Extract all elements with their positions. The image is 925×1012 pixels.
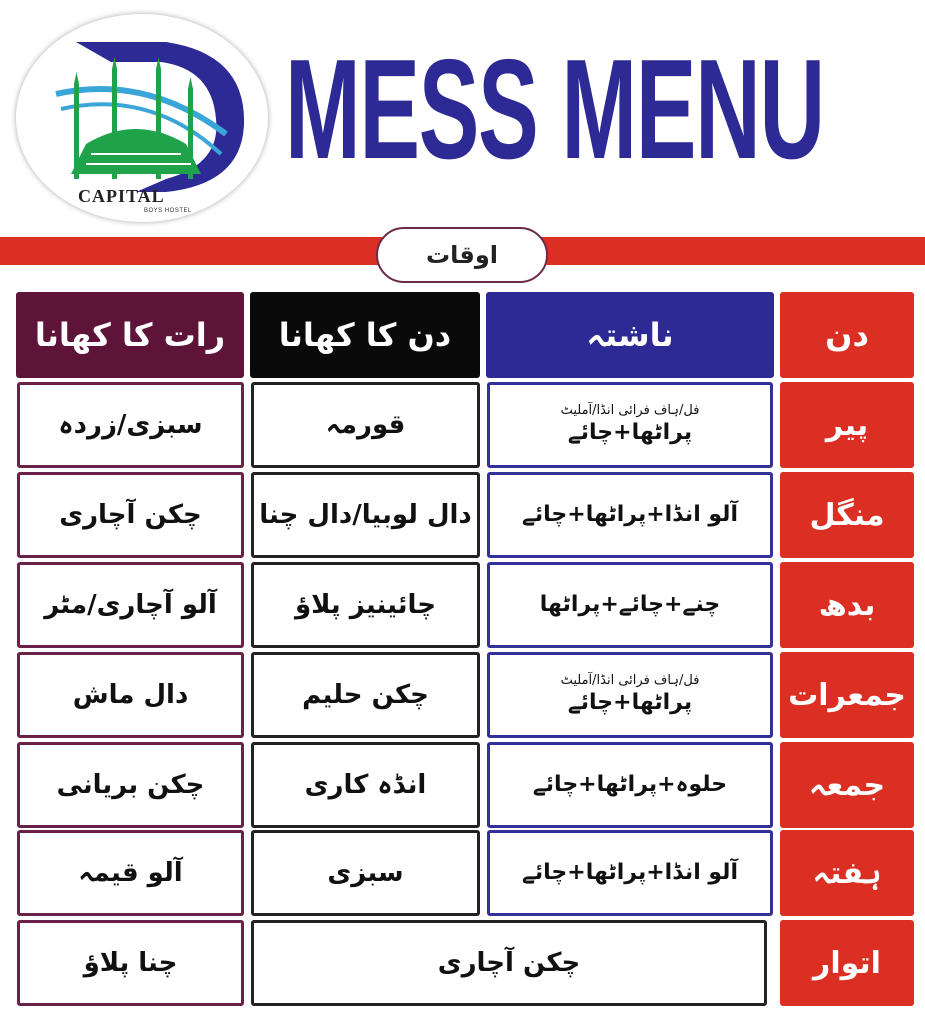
breakfast-item: حلوہ+پراٹھا+چائے <box>532 772 728 798</box>
day-cell: اتوار <box>780 920 914 1006</box>
day-cell: بدھ <box>780 562 914 648</box>
day-cell: منگل <box>780 472 914 558</box>
lunch-cell: چکن حلیم <box>251 652 480 738</box>
hostel-logo <box>16 14 268 222</box>
logo-subtitle: BOYS HOSTEL <box>144 208 192 214</box>
breakfast-cell <box>487 472 773 558</box>
breakfast-note: فل/ہاف فرائی انڈا/آملیٹ <box>560 403 700 419</box>
logo-name: CAPITAL <box>78 186 165 206</box>
page-title: MESS MENU <box>285 30 824 189</box>
timings-label: اوقات <box>376 227 548 283</box>
day-cell: جمعہ <box>780 742 914 828</box>
menu-row-sunday <box>0 920 925 1006</box>
breakfast-cell <box>487 830 773 916</box>
lunch-cell: قورمہ <box>251 382 480 468</box>
lunch-cell: چائینیز پلاؤ <box>251 562 480 648</box>
breakfast-cell <box>487 562 773 648</box>
lunch-cell: انڈہ کاری <box>251 742 480 828</box>
breakfast-item: آلو انڈا+پراٹھا+چائے <box>522 860 738 886</box>
menu-row-tuesday <box>0 472 925 558</box>
dinner-cell: چنا پلاؤ <box>17 920 244 1006</box>
dinner-cell: آلو قیمہ <box>17 830 244 916</box>
menu-row-thursday <box>0 652 925 738</box>
breakfast-cell <box>487 652 773 738</box>
column-header-lunch: دن کا کھانا <box>250 292 480 378</box>
dinner-cell: دال ماش <box>17 652 244 738</box>
menu-row-friday <box>0 742 925 828</box>
menu-row-saturday <box>0 830 925 916</box>
menu-row-monday <box>0 382 925 468</box>
lunch-cell: سبزی <box>251 830 480 916</box>
column-header-dinner: رات کا کھانا <box>16 292 244 378</box>
day-cell: پیر <box>780 382 914 468</box>
breakfast-cell <box>487 382 773 468</box>
dinner-cell: آلو آچاری/مٹر <box>17 562 244 648</box>
day-cell: جمعرات <box>780 652 914 738</box>
breakfast-item: پراٹھا+چائے <box>567 420 693 446</box>
dinner-cell: چکن بریانی <box>17 742 244 828</box>
day-cell: ہفتہ <box>780 830 914 916</box>
breakfast-item: چنے+چائے+پراٹھا <box>539 592 721 618</box>
sunday-meal-cell: چکن آچاری <box>251 920 767 1006</box>
menu-row-wednesday <box>0 562 925 648</box>
breakfast-item: پراٹھا+چائے <box>567 690 693 716</box>
column-header-day: دن <box>780 292 914 378</box>
lunch-cell: دال لوبیا/دال چنا <box>251 472 480 558</box>
breakfast-note: فل/ہاف فرائی انڈا/آملیٹ <box>560 673 700 689</box>
breakfast-item: آلو انڈا+پراٹھا+چائے <box>522 502 738 528</box>
dinner-cell: چکن آچاری <box>17 472 244 558</box>
dinner-cell: سبزی/زردہ <box>17 382 244 468</box>
column-header-breakfast: ناشتہ <box>486 292 774 378</box>
breakfast-cell <box>487 742 773 828</box>
